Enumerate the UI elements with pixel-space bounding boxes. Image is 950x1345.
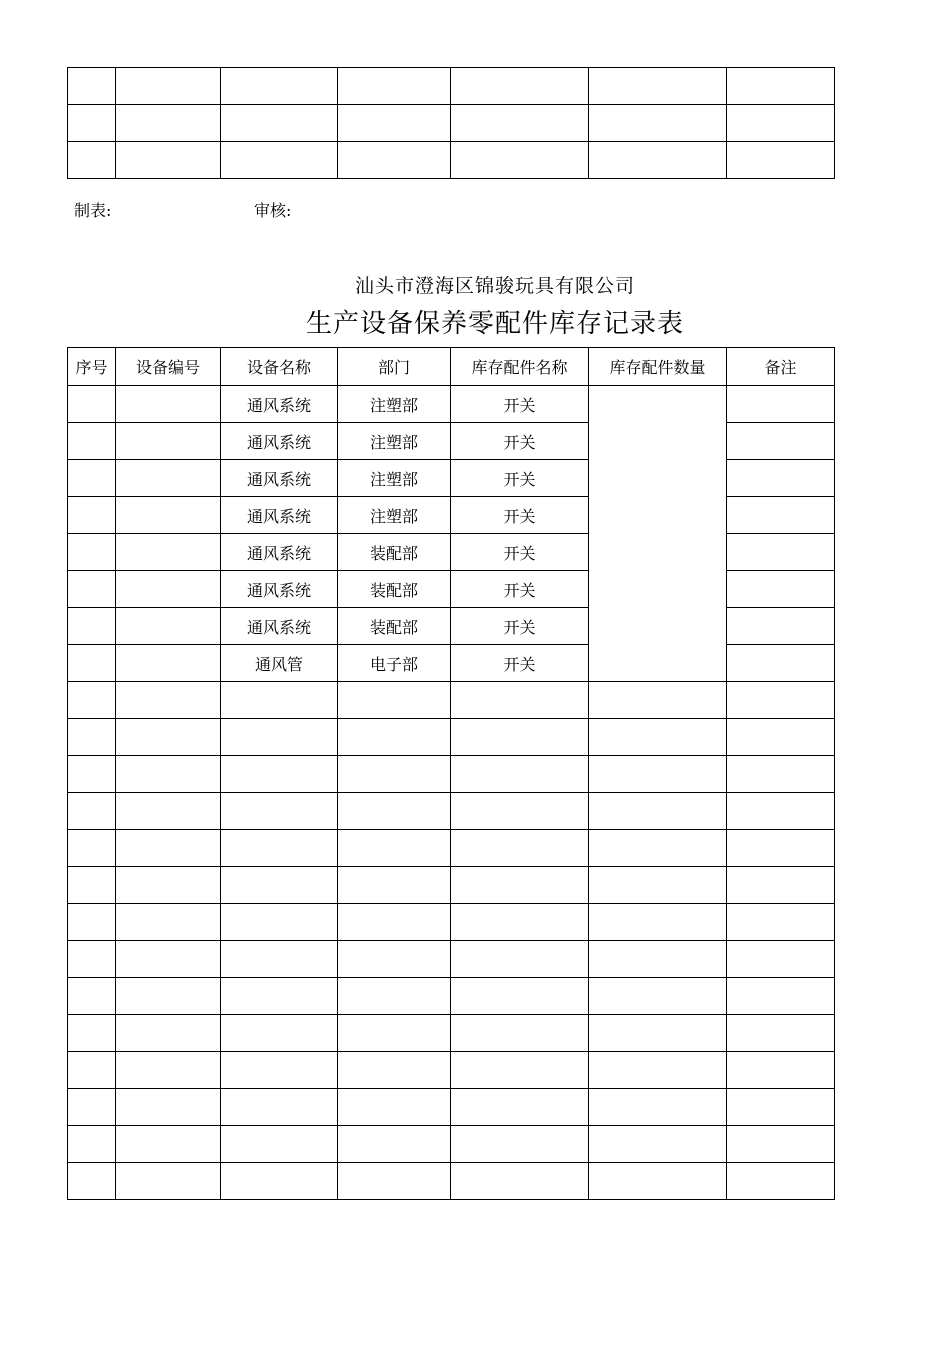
- table-row: [68, 105, 835, 142]
- table-cell: [338, 978, 451, 1015]
- index-cell: [68, 534, 116, 571]
- table-cell: [68, 1089, 116, 1126]
- remarks-cell: [727, 645, 835, 682]
- column-header-part-name: 库存配件名称: [451, 348, 589, 386]
- device-name-cell: 通风系统: [221, 571, 338, 608]
- table-row: [68, 1163, 835, 1200]
- device-id-cell: [116, 460, 221, 497]
- table-cell: [727, 1015, 835, 1052]
- table-row: [68, 142, 835, 179]
- table-row: [68, 68, 835, 105]
- device-name-cell: 通风系统: [221, 460, 338, 497]
- table-cell: [451, 68, 589, 105]
- table-cell: [116, 105, 221, 142]
- table-cell: [338, 1126, 451, 1163]
- table-cell: [727, 1052, 835, 1089]
- table-cell: [451, 904, 589, 941]
- table-cell: [68, 904, 116, 941]
- table-cell: [116, 941, 221, 978]
- table-cell: [221, 1126, 338, 1163]
- device-name-cell: 通风系统: [221, 608, 338, 645]
- table-cell: [451, 830, 589, 867]
- maker-label: 制表:: [74, 201, 112, 220]
- device-name-cell: 通风系统: [221, 423, 338, 460]
- page-title: 生产设备保养零配件库存记录表: [305, 309, 684, 339]
- device-id-cell: [116, 386, 221, 423]
- table-cell: [116, 756, 221, 793]
- table-cell: [338, 1163, 451, 1200]
- table-cell: [589, 867, 727, 904]
- table-cell: [116, 1163, 221, 1200]
- table-cell: [589, 68, 727, 105]
- table-cell: [221, 68, 338, 105]
- table-cell: [116, 1052, 221, 1089]
- table-cell: [68, 830, 116, 867]
- table-cell: [451, 1052, 589, 1089]
- table-cell: [116, 978, 221, 1015]
- table-cell: [727, 904, 835, 941]
- table-cell: [68, 941, 116, 978]
- table-cell: [68, 1126, 116, 1163]
- part-name-cell: 开关: [451, 497, 589, 534]
- table-cell: [221, 756, 338, 793]
- table-cell: [727, 719, 835, 756]
- table-cell: [451, 978, 589, 1015]
- table-cell: [68, 682, 116, 719]
- table-cell: [727, 105, 835, 142]
- table-cell: [68, 142, 116, 179]
- index-cell: [68, 386, 116, 423]
- department-cell: 装配部: [338, 571, 451, 608]
- part-name-cell: 开关: [451, 460, 589, 497]
- table-cell: [451, 142, 589, 179]
- table-cell: [727, 1089, 835, 1126]
- device-id-cell: [116, 534, 221, 571]
- index-cell: [68, 497, 116, 534]
- table-cell: [221, 719, 338, 756]
- device-id-cell: [116, 497, 221, 534]
- table-cell: [221, 904, 338, 941]
- table-cell: [116, 904, 221, 941]
- table-cell: [589, 1126, 727, 1163]
- table-cell: [221, 941, 338, 978]
- table-cell: [451, 941, 589, 978]
- part-name-cell: 开关: [451, 608, 589, 645]
- table-cell: [116, 1015, 221, 1052]
- table-cell: [221, 1089, 338, 1126]
- table-cell: [451, 1126, 589, 1163]
- table-cell: [221, 142, 338, 179]
- table-cell: [589, 978, 727, 1015]
- table-cell: [727, 756, 835, 793]
- part-quantity-cell: [589, 386, 727, 682]
- department-cell: 注塑部: [338, 497, 451, 534]
- inventory-table: [67, 347, 835, 1200]
- device-id-cell: [116, 423, 221, 460]
- table-cell: [589, 1015, 727, 1052]
- table-cell: [221, 105, 338, 142]
- table-row: [68, 1015, 835, 1052]
- device-id-cell: [116, 645, 221, 682]
- part-name-cell: 开关: [451, 423, 589, 460]
- table-cell: [116, 830, 221, 867]
- table-row: [68, 867, 835, 904]
- column-header-index: 序号: [68, 348, 116, 386]
- table-cell: [589, 682, 727, 719]
- table-cell: [68, 68, 116, 105]
- index-cell: [68, 645, 116, 682]
- table-cell: [338, 867, 451, 904]
- table-cell: [116, 68, 221, 105]
- index-cell: [68, 571, 116, 608]
- table-cell: [116, 1089, 221, 1126]
- table-cell: [68, 1015, 116, 1052]
- table-cell: [589, 1052, 727, 1089]
- table-cell: [451, 105, 589, 142]
- table-cell: [589, 1163, 727, 1200]
- device-id-cell: [116, 571, 221, 608]
- department-cell: 电子部: [338, 645, 451, 682]
- part-name-cell: 开关: [451, 645, 589, 682]
- table-cell: [116, 1126, 221, 1163]
- table-cell: [221, 1015, 338, 1052]
- remarks-cell: [727, 571, 835, 608]
- column-header-remarks: 备注: [727, 348, 835, 386]
- reviewer-label: 审核:: [254, 201, 292, 220]
- index-cell: [68, 608, 116, 645]
- table-cell: [451, 793, 589, 830]
- company-name: 汕头市澄海区锦骏玩具有限公司: [354, 275, 635, 297]
- table-row: [68, 386, 835, 423]
- table-cell: [221, 793, 338, 830]
- table-cell: [589, 793, 727, 830]
- table-cell: [338, 682, 451, 719]
- table-cell: [116, 719, 221, 756]
- table-row: [68, 978, 835, 1015]
- department-cell: 装配部: [338, 608, 451, 645]
- part-name-cell: 开关: [451, 534, 589, 571]
- table-cell: [116, 793, 221, 830]
- table-cell: [68, 793, 116, 830]
- column-header-device-id: 设备编号: [116, 348, 221, 386]
- table-row: [68, 1126, 835, 1163]
- remarks-cell: [727, 497, 835, 534]
- table-cell: [727, 793, 835, 830]
- device-name-cell: 通风系统: [221, 386, 338, 423]
- table-cell: [221, 830, 338, 867]
- table-cell: [589, 719, 727, 756]
- table-cell: [589, 830, 727, 867]
- table-cell: [338, 719, 451, 756]
- table-cell: [68, 1052, 116, 1089]
- table-cell: [338, 830, 451, 867]
- table-cell: [727, 941, 835, 978]
- table-cell: [589, 105, 727, 142]
- remarks-cell: [727, 423, 835, 460]
- remarks-cell: [727, 386, 835, 423]
- table-row: [68, 793, 835, 830]
- table-cell: [221, 1052, 338, 1089]
- index-cell: [68, 460, 116, 497]
- device-name-cell: 通风管: [221, 645, 338, 682]
- table-cell: [338, 1089, 451, 1126]
- table-cell: [727, 1163, 835, 1200]
- department-cell: 注塑部: [338, 386, 451, 423]
- table-cell: [727, 867, 835, 904]
- table-row: [68, 1089, 835, 1126]
- table-cell: [338, 793, 451, 830]
- table-cell: [338, 68, 451, 105]
- remarks-cell: [727, 534, 835, 571]
- table-cell: [338, 142, 451, 179]
- table-row: [68, 1052, 835, 1089]
- table-row: [68, 719, 835, 756]
- index-cell: [68, 423, 116, 460]
- table-cell: [727, 830, 835, 867]
- table-cell: [727, 682, 835, 719]
- table-cell: [338, 1015, 451, 1052]
- table-cell: [589, 1089, 727, 1126]
- table-cell: [589, 941, 727, 978]
- table-cell: [727, 1126, 835, 1163]
- previous-page-table: [67, 67, 835, 179]
- table-cell: [338, 941, 451, 978]
- table-header-row: [68, 348, 835, 386]
- table-cell: [451, 719, 589, 756]
- table-row: [68, 904, 835, 941]
- device-name-cell: 通风系统: [221, 497, 338, 534]
- column-header-part-quantity: 库存配件数量: [589, 348, 727, 386]
- device-name-cell: 通风系统: [221, 534, 338, 571]
- table-cell: [221, 1163, 338, 1200]
- table-cell: [116, 142, 221, 179]
- table-cell: [451, 1163, 589, 1200]
- table-cell: [338, 105, 451, 142]
- table-cell: [451, 1089, 589, 1126]
- table-cell: [727, 978, 835, 1015]
- table-row: [68, 682, 835, 719]
- department-cell: 装配部: [338, 534, 451, 571]
- table-cell: [221, 682, 338, 719]
- table-row: [68, 756, 835, 793]
- table-cell: [68, 756, 116, 793]
- table-cell: [451, 756, 589, 793]
- table-cell: [68, 978, 116, 1015]
- table-cell: [451, 867, 589, 904]
- table-cell: [451, 682, 589, 719]
- part-name-cell: 开关: [451, 571, 589, 608]
- table-row: [68, 941, 835, 978]
- column-header-department: 部门: [338, 348, 451, 386]
- part-name-cell: 开关: [451, 386, 589, 423]
- table-cell: [68, 105, 116, 142]
- table-cell: [589, 756, 727, 793]
- remarks-cell: [727, 608, 835, 645]
- table-cell: [338, 756, 451, 793]
- table-cell: [116, 867, 221, 904]
- table-cell: [727, 142, 835, 179]
- department-cell: 注塑部: [338, 460, 451, 497]
- table-cell: [68, 1163, 116, 1200]
- remarks-cell: [727, 460, 835, 497]
- table-cell: [116, 682, 221, 719]
- table-cell: [338, 1052, 451, 1089]
- device-id-cell: [116, 608, 221, 645]
- table-row: [68, 830, 835, 867]
- department-cell: 注塑部: [338, 423, 451, 460]
- table-cell: [221, 867, 338, 904]
- table-cell: [589, 904, 727, 941]
- table-cell: [451, 1015, 589, 1052]
- column-header-device-name: 设备名称: [221, 348, 338, 386]
- table-cell: [68, 867, 116, 904]
- table-cell: [589, 142, 727, 179]
- table-cell: [221, 978, 338, 1015]
- table-cell: [68, 719, 116, 756]
- table-cell: [338, 904, 451, 941]
- table-cell: [727, 68, 835, 105]
